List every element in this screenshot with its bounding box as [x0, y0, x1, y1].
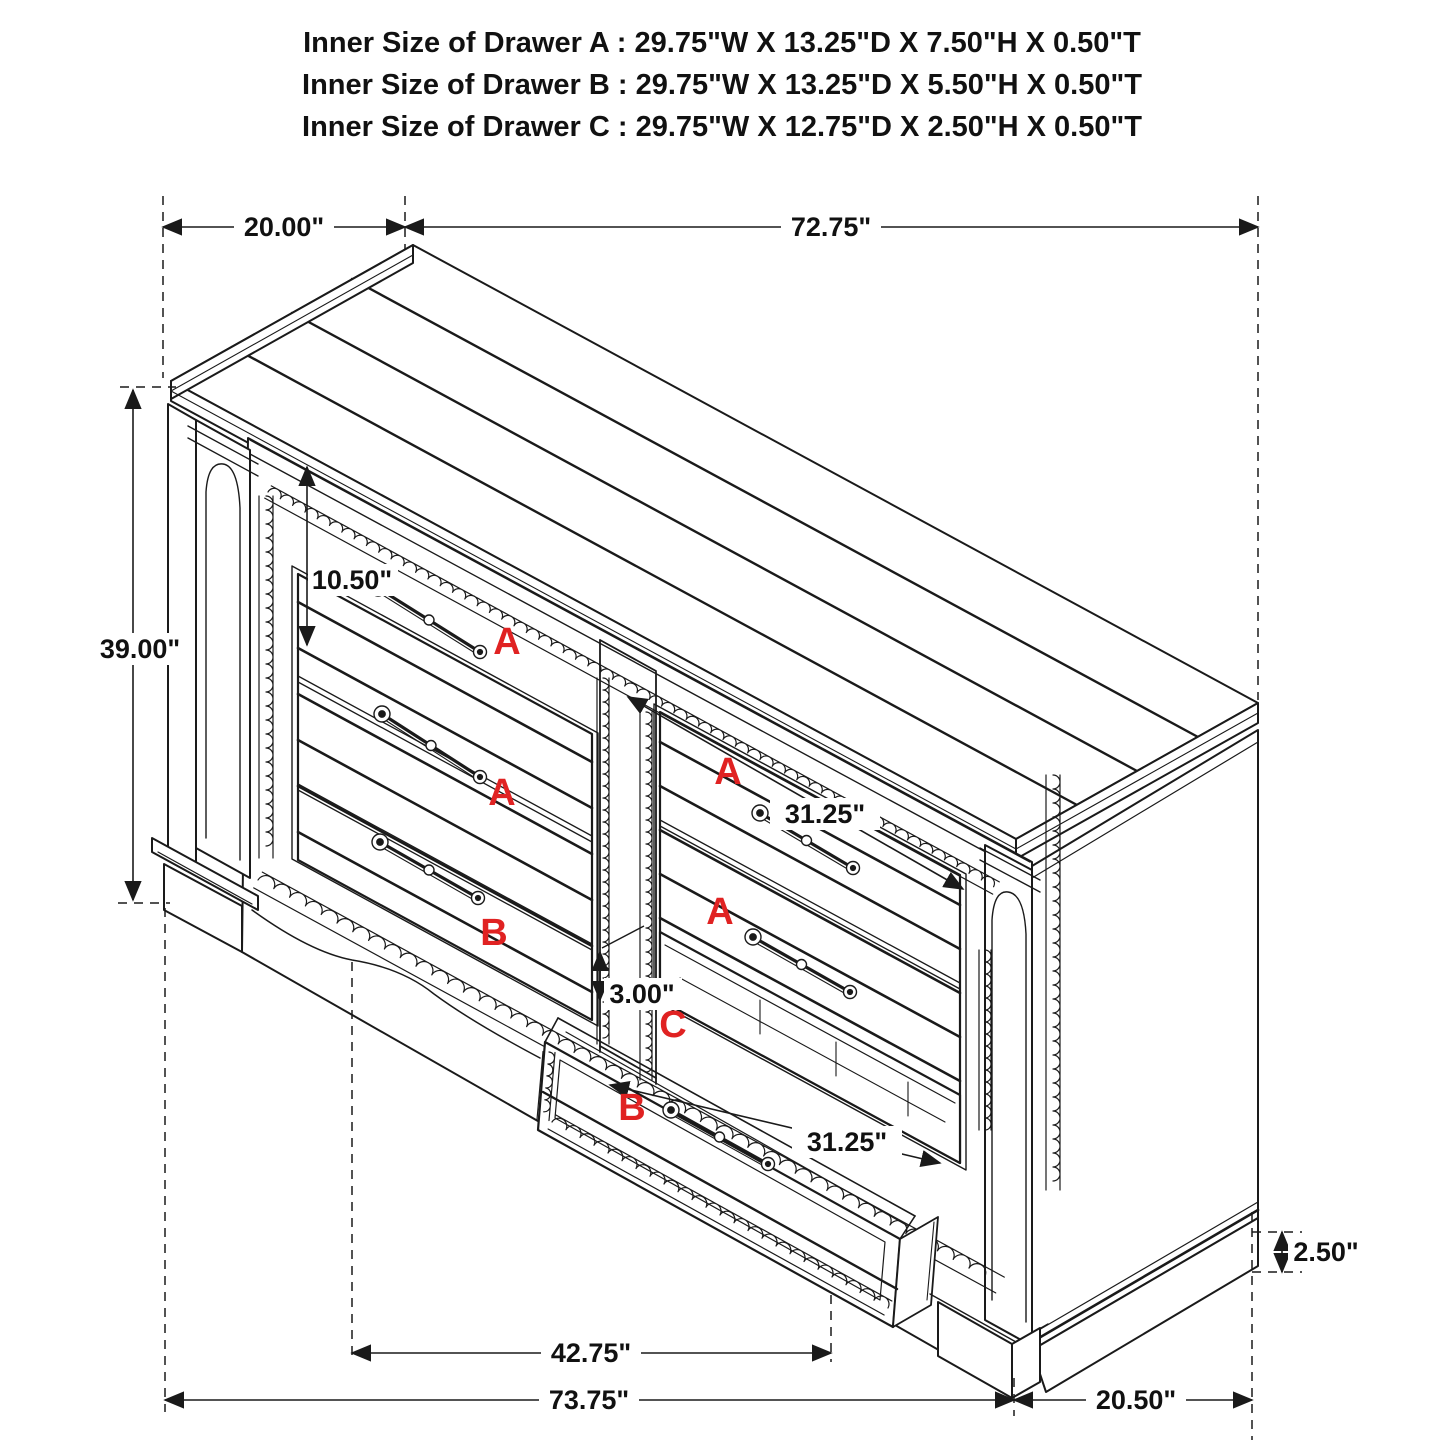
- dresser-drawing: [152, 245, 1258, 1398]
- label-drawer-a-right-top: A: [714, 751, 742, 793]
- header-drawer-c: Inner Size of Drawer C : 29.75"W X 12.75"D X 2.50"H X 0.50"T: [302, 111, 1142, 143]
- label-drawer-a-left-top: A: [493, 621, 521, 663]
- dim-offset-label: 10.50": [311, 565, 393, 595]
- header-drawer-b: Inner Size of Drawer B : 29.75"W X 13.25"D X 5.50"H X 0.50"T: [302, 69, 1142, 101]
- dim-upper-width-label: 31.25": [784, 799, 866, 829]
- dim-lower-width-label: 31.25": [806, 1127, 888, 1157]
- dim-front-width-label: 42.75": [550, 1338, 632, 1368]
- dim-top-width-label: 72.75": [790, 212, 872, 242]
- label-drawer-b-left: B: [480, 912, 508, 954]
- dim-rail-label: 3.00": [609, 979, 675, 1009]
- left-post-front: [196, 420, 250, 878]
- label-drawer-a-right-mid: A: [706, 891, 734, 933]
- label-drawer-c: C: [659, 1004, 687, 1046]
- label-drawer-a-left-mid: A: [488, 772, 516, 814]
- dim-base-width-label: 73.75": [548, 1385, 630, 1415]
- dim-side-depth-label: 20.50": [1095, 1385, 1177, 1415]
- dim-height-label: 39.00": [99, 634, 181, 664]
- header-drawer-a: Inner Size of Drawer A : 29.75"W X 13.25"D X 7.50"H X 0.50"T: [303, 27, 1141, 59]
- dim-plinth-label: 2.50": [1293, 1237, 1359, 1267]
- dim-top-depth-label: 20.00": [243, 212, 325, 242]
- label-drawer-b-pulled: B: [618, 1087, 646, 1129]
